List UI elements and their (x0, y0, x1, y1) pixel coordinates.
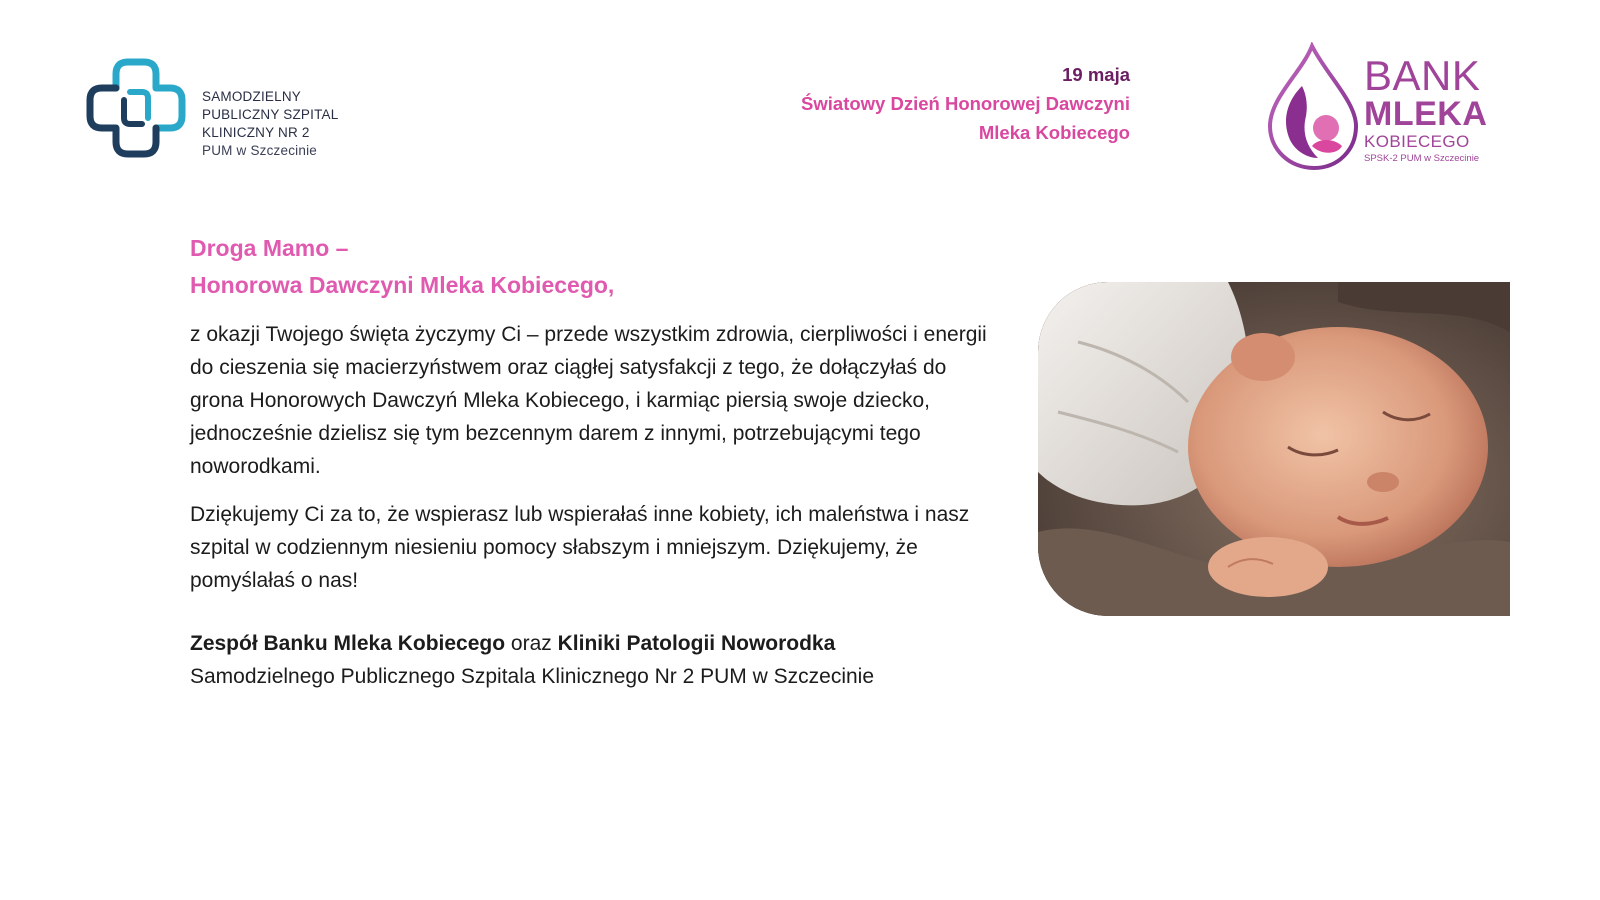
greeting (190, 230, 1000, 304)
signature-team: Zespół Banku Mleka Kobiecego (190, 632, 506, 655)
mleka-word: MLEKA (1364, 95, 1488, 133)
milk-drop-mother-child-icon (1262, 42, 1362, 172)
hospital-name-line: PUM w Szczecinie (202, 143, 317, 158)
event-heading (801, 60, 1130, 147)
bank-logo-subtitle: SPSK-2 PUM w Szczecinie (1364, 153, 1480, 164)
milk-bank-logo (1262, 42, 1502, 172)
greeting-line: Honorowa Dawczyni Mleka Kobiecego, (190, 272, 615, 298)
bank-word: BANK (1364, 52, 1481, 99)
hospital-name-line: SAMODZIELNY (202, 89, 301, 104)
signature (190, 627, 1000, 693)
medical-cross-icon (86, 58, 196, 168)
signature-hospital: Samodzielnego Publicznego Szpitala Klinicznego Nr 2 PUM w Szczecinie (190, 665, 875, 688)
kobiecego-word: KOBIECEGO (1364, 132, 1470, 151)
letter-paragraph: Dziękujemy Ci za to, że wspierasz lub wspierałaś inne kobiety, ich maleństwa i nasz szpital w codziennym niesieniu pomocy słabszym i mniejszym. Dziękujemy, że pomyślałaś o nas! (190, 503, 970, 592)
event-date: 19 maja (1062, 64, 1130, 85)
hospital-name-line: PUBLICZNY SZPITAL (202, 107, 339, 122)
signature-clinic: Kliniki Patologii Noworodka (557, 632, 836, 655)
signature-conjunction: oraz (505, 632, 558, 655)
hospital-name (202, 88, 338, 160)
event-title-line: Mleka Kobiecego (978, 122, 1130, 143)
sleeping-baby-photo (1038, 282, 1510, 616)
hospital-name-line: KLINICZNY NR 2 (202, 125, 310, 140)
hospital-logo (86, 58, 366, 168)
letter-paragraph: z okazji Twojego święta życzymy Ci – przede wszystkim zdrowia, cierpliwości i energii do cieszenia się macierzyństwem oraz ciągłej satysfakcji z tego, że dołączyłaś do grona Honorowych Dawczyń Mleka Kobiecego, i karmiąc piersią swoje dziecko, jednocześnie dzielisz się tym bezcennym darem z innymi, potrzebującymi tego noworodkami. (190, 323, 987, 478)
event-title-line: Światowy Dzień Honorowej Dawczyni (801, 93, 1130, 114)
letter-body (190, 230, 1000, 693)
greeting-line: Droga Mamo – (190, 235, 349, 261)
